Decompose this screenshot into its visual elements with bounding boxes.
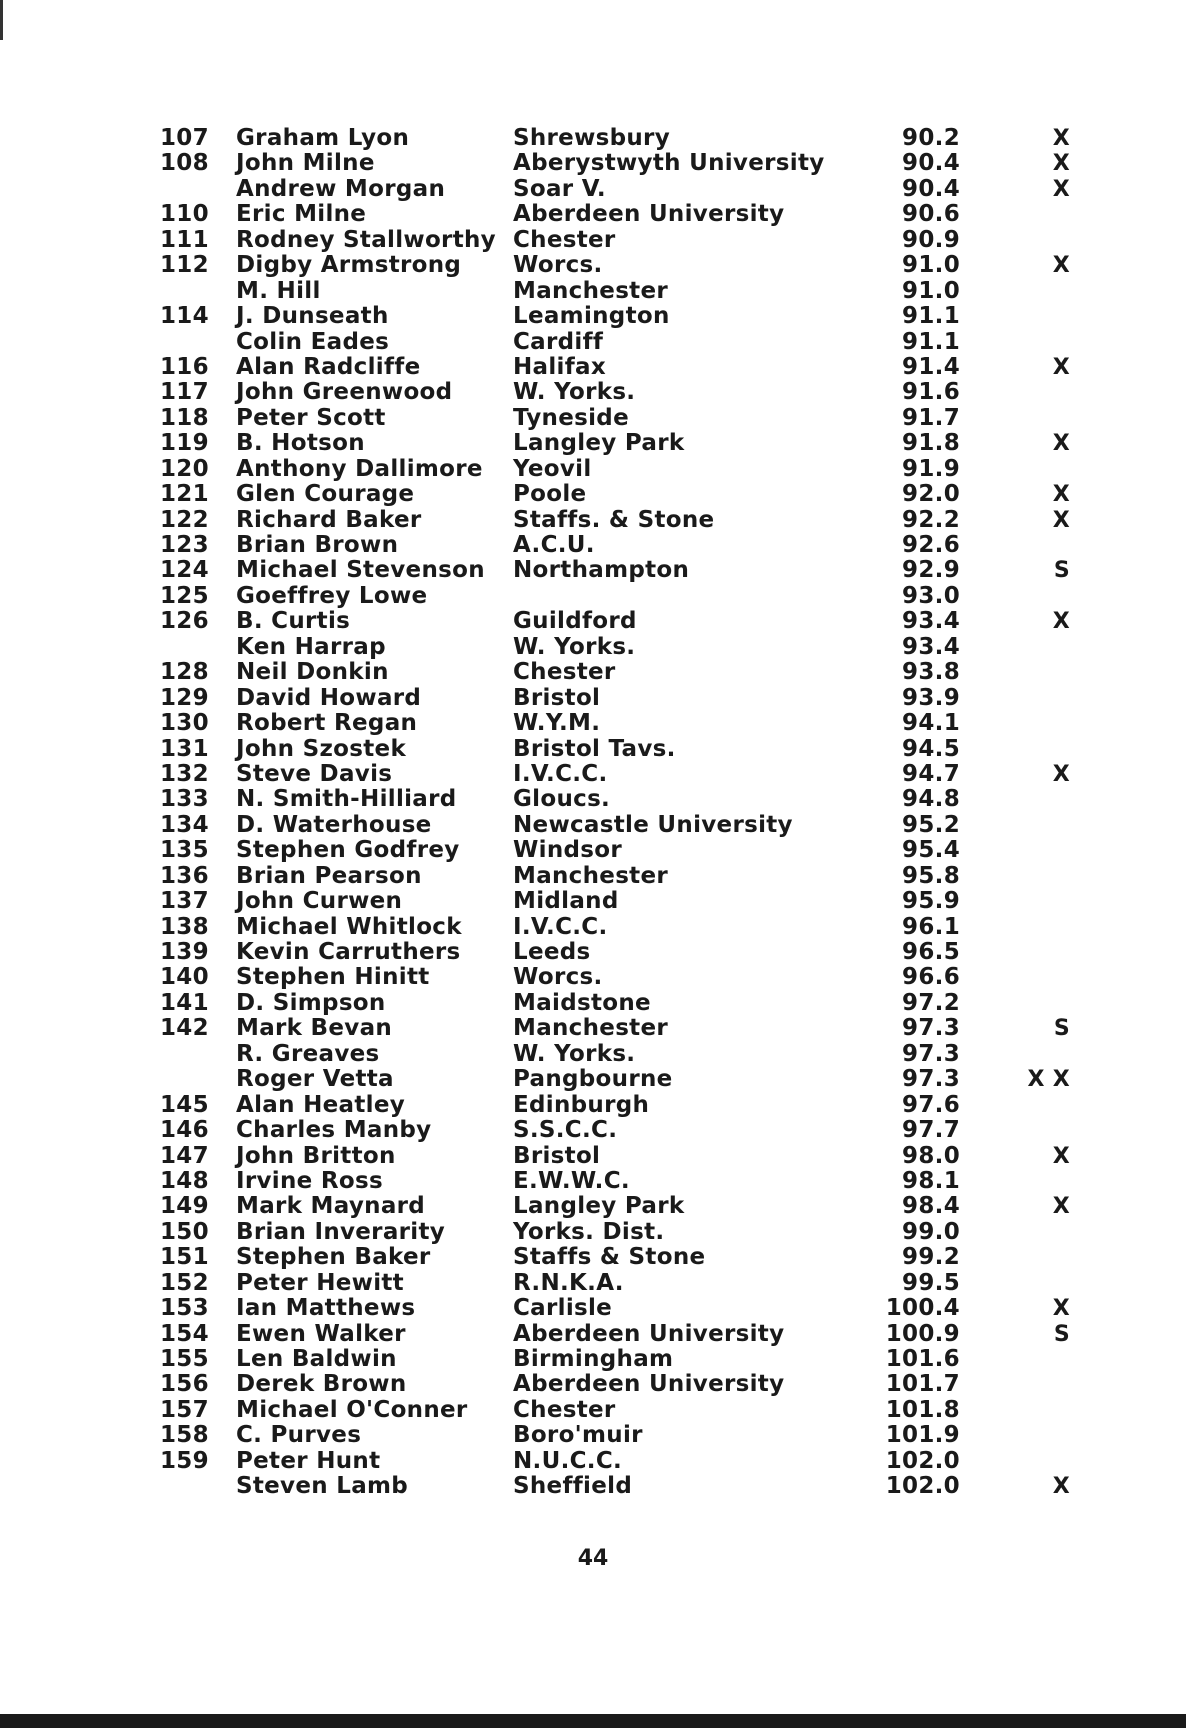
rider-name-cell: Alan Radcliffe: [236, 353, 421, 380]
table-row: [0, 253, 1186, 278]
rider-name-cell: Rodney Stallworthy: [236, 226, 496, 253]
club-cell: Manchester: [513, 862, 669, 889]
time-cell: 93.4: [902, 633, 960, 660]
scan-edge-mark: [0, 0, 3, 40]
club-cell: Langley Park: [513, 1193, 685, 1220]
rider-name-cell: Peter Hewitt: [236, 1269, 404, 1296]
rider-name-cell: Michael Stevenson: [236, 557, 485, 584]
position-cell: 110: [160, 201, 209, 228]
club-cell: Yeovil: [513, 455, 592, 482]
time-cell: 97.3: [902, 1066, 960, 1093]
position-cell: 121: [160, 481, 209, 508]
table-row: [0, 838, 1186, 863]
club-cell: W. Yorks.: [513, 1040, 636, 1067]
time-cell: 93.0: [902, 582, 960, 609]
position-cell: 152: [160, 1269, 209, 1296]
rider-name-cell: Steve Davis: [236, 760, 393, 787]
rider-name-cell: M. Hill: [236, 277, 321, 304]
table-row: [0, 1271, 1186, 1296]
club-cell: Soar V.: [513, 175, 606, 202]
time-cell: 98.4: [902, 1193, 960, 1220]
rider-name-cell: John Curwen: [236, 888, 403, 915]
rider-name-cell: Brian Inverarity: [236, 1218, 446, 1245]
mark-cell: X X: [1027, 1067, 1070, 1093]
table-row: [0, 711, 1186, 736]
rider-name-cell: Irvine Ross: [236, 1167, 383, 1194]
club-cell: Edinburgh: [513, 1091, 650, 1118]
position-cell: 128: [160, 659, 209, 686]
club-cell: Bristol: [513, 684, 601, 711]
rider-name-cell: Richard Baker: [236, 506, 422, 533]
table-row: [0, 864, 1186, 889]
position-cell: 125: [160, 582, 209, 609]
time-cell: 95.4: [902, 837, 960, 864]
rider-name-cell: Eric Milne: [236, 201, 367, 228]
club-cell: I.V.C.C.: [513, 913, 608, 940]
table-row: [0, 1296, 1186, 1321]
position-cell: 129: [160, 684, 209, 711]
time-cell: 95.2: [902, 811, 960, 838]
time-cell: 90.2: [902, 125, 960, 151]
position-cell: 149: [160, 1193, 209, 1220]
rider-name-cell: Stephen Godfrey: [236, 837, 460, 864]
table-row: [0, 965, 1186, 990]
rider-name-cell: Mark Maynard: [236, 1193, 426, 1220]
rider-name-cell: Neil Donkin: [236, 659, 389, 686]
time-cell: 101.9: [885, 1422, 960, 1449]
rider-name-cell: Charles Manby: [236, 1117, 432, 1144]
time-cell: 92.6: [902, 532, 960, 558]
club-cell: Aberystwyth University: [513, 150, 825, 177]
table-row: [0, 558, 1186, 583]
position-cell: 145: [160, 1091, 209, 1118]
table-row: [0, 787, 1186, 812]
time-cell: 99.2: [902, 1244, 960, 1271]
table-row: [0, 737, 1186, 762]
rider-name-cell: John Szostek: [236, 735, 407, 762]
table-row: [0, 533, 1186, 558]
club-cell: Aberdeen University: [513, 1320, 785, 1347]
club-cell: Poole: [513, 481, 587, 508]
table-row: [0, 1372, 1186, 1397]
table-row: [0, 126, 1186, 151]
position-cell: 131: [160, 735, 209, 762]
time-cell: 92.0: [902, 481, 960, 508]
position-cell: 112: [160, 252, 209, 279]
table-row: [0, 1449, 1186, 1474]
club-cell: E.W.W.C.: [513, 1167, 630, 1194]
table-row: [0, 1322, 1186, 1347]
time-cell: 91.8: [902, 430, 960, 457]
table-row: [0, 584, 1186, 609]
mark-cell: S: [1053, 1321, 1070, 1347]
time-cell: 101.7: [885, 1371, 960, 1398]
time-cell: 98.0: [902, 1142, 960, 1169]
position-cell: 126: [160, 608, 209, 635]
table-row: [0, 508, 1186, 533]
position-cell: 136: [160, 862, 209, 889]
time-cell: 97.3: [902, 1040, 960, 1067]
club-cell: Worcs.: [513, 252, 603, 279]
time-cell: 92.2: [902, 506, 960, 533]
rider-name-cell: Stephen Hinitt: [236, 964, 430, 991]
table-row: [0, 609, 1186, 634]
rider-name-cell: J. Dunseath: [236, 303, 389, 330]
club-cell: Midland: [513, 888, 619, 915]
position-cell: 111: [160, 226, 209, 253]
rider-name-cell: Glen Courage: [236, 481, 415, 508]
time-cell: 99.5: [902, 1269, 960, 1296]
club-cell: Yorks. Dist.: [513, 1218, 665, 1245]
table-row: [0, 380, 1186, 405]
club-cell: Maidstone: [513, 989, 651, 1016]
table-row: [0, 813, 1186, 838]
table-row: [0, 482, 1186, 507]
table-row: [0, 1194, 1186, 1219]
table-row: [0, 1423, 1186, 1448]
time-cell: 91.6: [902, 379, 960, 406]
table-row: [0, 660, 1186, 685]
position-cell: 141: [160, 989, 209, 1016]
table-row: [0, 202, 1186, 227]
mark-cell: X: [1052, 176, 1070, 202]
club-cell: Bristol: [513, 1142, 601, 1169]
club-cell: N.U.C.C.: [513, 1447, 623, 1474]
time-cell: 100.4: [885, 1295, 960, 1322]
table-row: [0, 330, 1186, 355]
table-row: [0, 1042, 1186, 1067]
club-cell: Staffs & Stone: [513, 1244, 706, 1271]
club-cell: Leamington: [513, 303, 670, 330]
club-cell: W. Yorks.: [513, 633, 636, 660]
table-row: [0, 1016, 1186, 1041]
table-row: [0, 991, 1186, 1016]
club-cell: Sheffield: [513, 1473, 633, 1500]
table-row: [0, 915, 1186, 940]
table-row: [0, 762, 1186, 787]
rider-name-cell: Peter Scott: [236, 404, 386, 431]
club-cell: Halifax: [513, 353, 606, 380]
rider-name-cell: Goeffrey Lowe: [236, 582, 428, 609]
time-cell: 96.6: [902, 964, 960, 991]
scan-bottom-band: [0, 1714, 1186, 1728]
club-cell: Cardiff: [513, 328, 604, 355]
rider-name-cell: Mark Bevan: [236, 1015, 393, 1042]
page-number: 44: [577, 1546, 609, 1571]
club-cell: Leeds: [513, 939, 591, 965]
rider-name-cell: John Milne: [236, 150, 375, 177]
rider-name-cell: Steven Lamb: [236, 1473, 409, 1500]
position-cell: 116: [160, 353, 209, 380]
table-row: [0, 406, 1186, 431]
time-cell: 90.4: [902, 175, 960, 202]
position-cell: 156: [160, 1371, 209, 1398]
mark-cell: X: [1052, 1194, 1070, 1220]
table-row: [0, 151, 1186, 176]
club-cell: Carlisle: [513, 1295, 613, 1322]
club-cell: S.S.C.C.: [513, 1117, 618, 1144]
club-cell: I.V.C.C.: [513, 760, 608, 787]
table-row: [0, 1220, 1186, 1245]
position-cell: 158: [160, 1422, 209, 1449]
mark-cell: S: [1053, 558, 1070, 584]
mark-cell: X: [1052, 609, 1070, 635]
rider-name-cell: N. Smith-Hilliard: [236, 786, 457, 813]
time-cell: 97.7: [902, 1117, 960, 1144]
club-cell: Gloucs.: [513, 786, 611, 813]
time-cell: 90.9: [902, 226, 960, 253]
time-cell: 95.9: [902, 888, 960, 915]
mark-cell: X: [1052, 1474, 1070, 1500]
time-cell: 90.6: [902, 201, 960, 228]
rider-name-cell: Derek Brown: [236, 1371, 407, 1398]
rider-name-cell: Brian Pearson: [236, 862, 422, 889]
rider-name-cell: Alan Heatley: [236, 1091, 406, 1118]
rider-name-cell: Len Baldwin: [236, 1346, 397, 1372]
club-cell: Tyneside: [513, 404, 629, 431]
table-row: [0, 1093, 1186, 1118]
club-cell: Northampton: [513, 557, 690, 584]
time-cell: 91.1: [902, 303, 960, 330]
time-cell: 101.6: [885, 1346, 960, 1372]
rider-name-cell: Robert Regan: [236, 710, 418, 737]
table-row: [0, 1347, 1186, 1372]
table-row: [0, 279, 1186, 304]
mark-cell: X: [1052, 482, 1070, 508]
position-cell: 114: [160, 303, 209, 330]
position-cell: 124: [160, 557, 209, 584]
time-cell: 97.3: [902, 1015, 960, 1042]
rider-name-cell: Peter Hunt: [236, 1447, 381, 1474]
rider-name-cell: David Howard: [236, 684, 422, 711]
club-cell: Pangbourne: [513, 1066, 673, 1093]
time-cell: 91.4: [902, 353, 960, 380]
position-cell: 135: [160, 837, 209, 864]
position-cell: 157: [160, 1396, 209, 1423]
rider-name-cell: Graham Lyon: [236, 125, 410, 151]
time-cell: 97.6: [902, 1091, 960, 1118]
position-cell: 150: [160, 1218, 209, 1245]
time-cell: 93.8: [902, 659, 960, 686]
club-cell: Birmingham: [513, 1346, 674, 1372]
rider-name-cell: John Britton: [236, 1142, 396, 1169]
time-cell: 94.5: [902, 735, 960, 762]
club-cell: Aberdeen University: [513, 201, 785, 228]
club-cell: Boro'muir: [513, 1422, 643, 1449]
table-row: [0, 1067, 1186, 1092]
club-cell: R.N.K.A.: [513, 1269, 624, 1296]
time-cell: 91.0: [902, 252, 960, 279]
position-cell: 119: [160, 430, 209, 457]
position-cell: 120: [160, 455, 209, 482]
position-cell: 139: [160, 939, 209, 965]
mark-cell: X: [1052, 151, 1070, 177]
rider-name-cell: Anthony Dallimore: [236, 455, 483, 482]
club-cell: Langley Park: [513, 430, 685, 457]
time-cell: 96.1: [902, 913, 960, 940]
position-cell: 155: [160, 1346, 209, 1372]
club-cell: Windsor: [513, 837, 623, 864]
table-row: [0, 1474, 1186, 1499]
rider-name-cell: John Greenwood: [236, 379, 453, 406]
mark-cell: S: [1053, 1016, 1070, 1042]
table-row: [0, 304, 1186, 329]
club-cell: Newcastle University: [513, 811, 793, 838]
position-cell: 147: [160, 1142, 209, 1169]
time-cell: 101.8: [885, 1396, 960, 1423]
time-cell: 94.1: [902, 710, 960, 737]
club-cell: W. Yorks.: [513, 379, 636, 406]
position-cell: 148: [160, 1167, 209, 1194]
table-row: [0, 1169, 1186, 1194]
time-cell: 90.4: [902, 150, 960, 177]
position-cell: 118: [160, 404, 209, 431]
time-cell: 91.9: [902, 455, 960, 482]
time-cell: 91.1: [902, 328, 960, 355]
mark-cell: X: [1052, 126, 1070, 151]
position-cell: 153: [160, 1295, 209, 1322]
table-row: [0, 228, 1186, 253]
mark-cell: X: [1052, 354, 1070, 380]
club-cell: Manchester: [513, 277, 669, 304]
rider-name-cell: Brian Brown: [236, 532, 399, 558]
position-cell: 133: [160, 786, 209, 813]
time-cell: 95.8: [902, 862, 960, 889]
time-cell: 94.8: [902, 786, 960, 813]
rider-name-cell: D. Simpson: [236, 989, 386, 1016]
mark-cell: X: [1052, 761, 1070, 787]
rider-name-cell: Colin Eades: [236, 328, 390, 355]
club-cell: Aberdeen University: [513, 1371, 785, 1398]
club-cell: Guildford: [513, 608, 637, 635]
rider-name-cell: Michael O'Conner: [236, 1396, 468, 1423]
mark-cell: X: [1052, 253, 1070, 279]
position-cell: 130: [160, 710, 209, 737]
rider-name-cell: Ewen Walker: [236, 1320, 406, 1347]
club-cell: Chester: [513, 659, 616, 686]
time-cell: 97.2: [902, 989, 960, 1016]
position-cell: 142: [160, 1015, 209, 1042]
table-row: [0, 940, 1186, 965]
table-row: [0, 457, 1186, 482]
table-row: [0, 355, 1186, 380]
position-cell: 117: [160, 379, 209, 406]
time-cell: 102.0: [885, 1473, 960, 1500]
position-cell: 132: [160, 760, 209, 787]
time-cell: 100.9: [885, 1320, 960, 1347]
table-row: [0, 1118, 1186, 1143]
rider-name-cell: Kevin Carruthers: [236, 939, 461, 965]
table-row: [0, 177, 1186, 202]
position-cell: 154: [160, 1320, 209, 1347]
table-row: [0, 686, 1186, 711]
club-cell: Manchester: [513, 1015, 669, 1042]
position-cell: 108: [160, 150, 209, 177]
table-row: [0, 1144, 1186, 1169]
rider-name-cell: D. Waterhouse: [236, 811, 432, 838]
rider-name-cell: B. Curtis: [236, 608, 351, 635]
mark-cell: X: [1052, 431, 1070, 457]
table-row: [0, 431, 1186, 456]
position-cell: 138: [160, 913, 209, 940]
time-cell: 99.0: [902, 1218, 960, 1245]
time-cell: 93.4: [902, 608, 960, 635]
club-cell: Chester: [513, 226, 616, 253]
time-cell: 102.0: [885, 1447, 960, 1474]
position-cell: 123: [160, 532, 209, 558]
club-cell: Shrewsbury: [513, 125, 670, 151]
position-cell: 134: [160, 811, 209, 838]
club-cell: Worcs.: [513, 964, 603, 991]
club-cell: Staffs. & Stone: [513, 506, 715, 533]
position-cell: 159: [160, 1447, 209, 1474]
rider-name-cell: B. Hotson: [236, 430, 365, 457]
time-cell: 94.7: [902, 760, 960, 787]
club-cell: A.C.U.: [513, 532, 595, 558]
table-row: [0, 635, 1186, 660]
rider-name-cell: Michael Whitlock: [236, 913, 462, 940]
time-cell: 92.9: [902, 557, 960, 584]
rider-name-cell: R. Greaves: [236, 1040, 380, 1067]
club-cell: Bristol Tavs.: [513, 735, 676, 762]
position-cell: 107: [160, 125, 209, 151]
position-cell: 137: [160, 888, 209, 915]
club-cell: W.Y.M.: [513, 710, 601, 737]
position-cell: 146: [160, 1117, 209, 1144]
time-cell: 91.0: [902, 277, 960, 304]
time-cell: 96.5: [902, 939, 960, 965]
rider-name-cell: Ken Harrap: [236, 633, 386, 660]
rider-name-cell: Stephen Baker: [236, 1244, 431, 1271]
position-cell: 140: [160, 964, 209, 991]
results-list: [0, 126, 1186, 1500]
mark-cell: X: [1052, 507, 1070, 533]
time-cell: 93.9: [902, 684, 960, 711]
club-cell: Chester: [513, 1396, 616, 1423]
mark-cell: X: [1052, 1296, 1070, 1322]
rider-name-cell: Digby Armstrong: [236, 252, 462, 279]
rider-name-cell: Roger Vetta: [236, 1066, 394, 1093]
time-cell: 91.7: [902, 404, 960, 431]
position-cell: 122: [160, 506, 209, 533]
mark-cell: X: [1052, 1143, 1070, 1169]
rider-name-cell: C. Purves: [236, 1422, 362, 1449]
rider-name-cell: Ian Matthews: [236, 1295, 416, 1322]
table-row: [0, 1398, 1186, 1423]
position-cell: 151: [160, 1244, 209, 1271]
time-cell: 98.1: [902, 1167, 960, 1194]
table-row: [0, 889, 1186, 914]
rider-name-cell: Andrew Morgan: [236, 175, 446, 202]
table-row: [0, 1245, 1186, 1270]
